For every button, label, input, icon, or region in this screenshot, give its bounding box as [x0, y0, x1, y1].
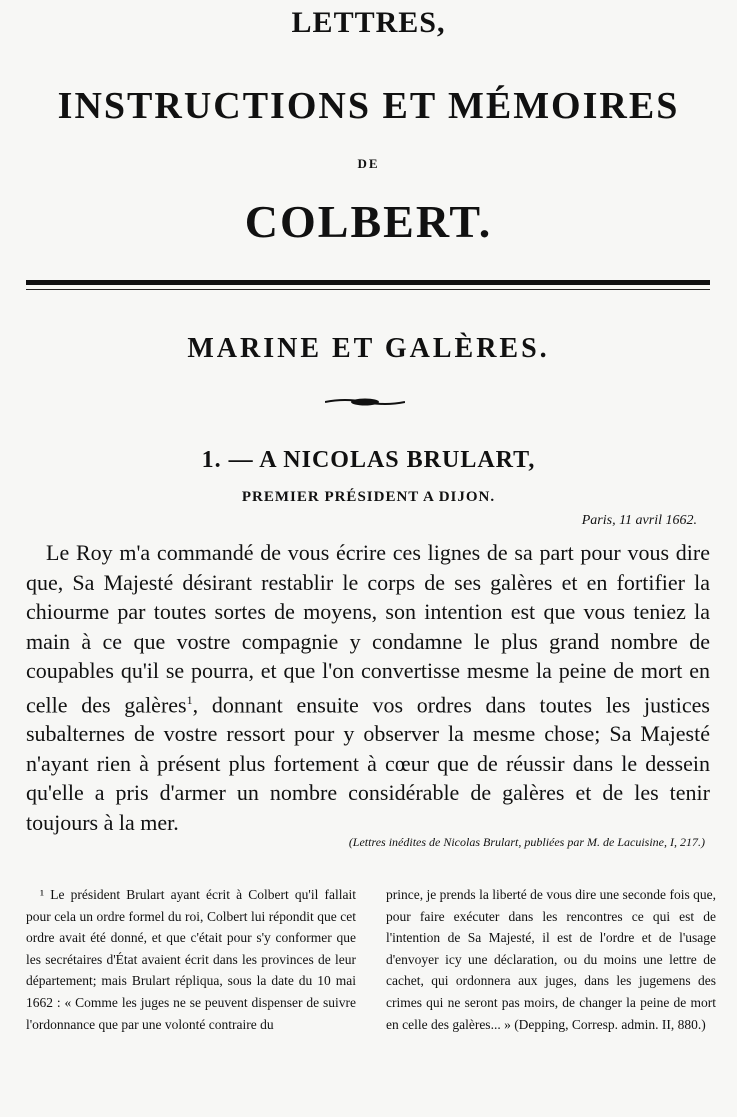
title-line-3: DE — [357, 156, 380, 171]
letter-subtitle: PREMIER PRÉSIDENT A DIJON. — [241, 489, 496, 505]
title-line-1: LETTRES, — [291, 6, 446, 39]
title-line-2: INSTRUCTIONS ET MÉMOIRES — [57, 85, 680, 127]
letter-title: 1. — A NICOLAS BRULART, — [201, 447, 536, 473]
footnote-right-column: prince, je prends la liberté de vous dire une seconde fois que, pour faire exécuter dans les rencontres ce qui est de l'intention de Sa Majesté, il est de l'ordre et de l'usage d'envoyer icy une déclaration, ou du moins une lettre de cachet, qui ordonnera aux juges, dans les jugemens des crimes qui ne seront pas moirs, de changer la peine de mort en celle des galères... » (Depping, Corresp. admin. II, 880.) — [386, 887, 716, 1032]
title-line-4: COLBERT. — [244, 196, 493, 247]
header-rule — [26, 280, 710, 285]
letter-body-part-1: Le Roy m'a commandé de vous écrire ces lignes de sa part pour vous dire que, Sa Majesté désirant restablir le corps de ses galères et en fortifier la chiourme par toutes sortes de moyens, son intention est que vous teniez la main à ce que vostre compagnie y condamne le plus grand nombre de coupables qu'il se pourra, et que l'on convertisse mesme la peine de mort en celle des galères — [26, 540, 710, 717]
letter-body — [26, 538, 710, 837]
footnote — [26, 884, 716, 1035]
section-title: MARINE ET GALÈRES. — [187, 333, 550, 364]
header-rule-thin — [26, 289, 710, 290]
ornament-divider — [325, 396, 405, 408]
source-citation: (Lettres inédites de Nicolas Brulart, publiées par M. de Lacuisine, I, 217.) — [348, 835, 705, 849]
letter-date: Paris, 11 avril 1662. — [581, 513, 697, 528]
footnote-marker: 1 — [186, 692, 193, 707]
footnote-left-column: ¹ Le président Brulart ayant écrit à Colbert qu'il fallait pour cela un ordre formel du roi, Colbert lui répondit que cet ordre avait été donné, et que c'était pour s'y conformer que les secrétaires d'État avaient écrit dans les provinces de leur département; mais Brulart répliqua, sous la date du 10 mai 1662 : « Comme les juges ne se peuvent dispenser de suivre l'ordonnance que par une volonté contraire du — [26, 887, 356, 1032]
letter-body-part-2: , donnant ensuite vos ordres dans toutes les justices subalternes de vostre ressort pour y observer la mesme chose; Sa Majesté n'ayant rien à présent plus fortement à cœur que de réussir dans le dessein qu'elle a pris d'armer un nombre considérable de galères et de les tenir toujours à la mer. — [26, 691, 710, 835]
